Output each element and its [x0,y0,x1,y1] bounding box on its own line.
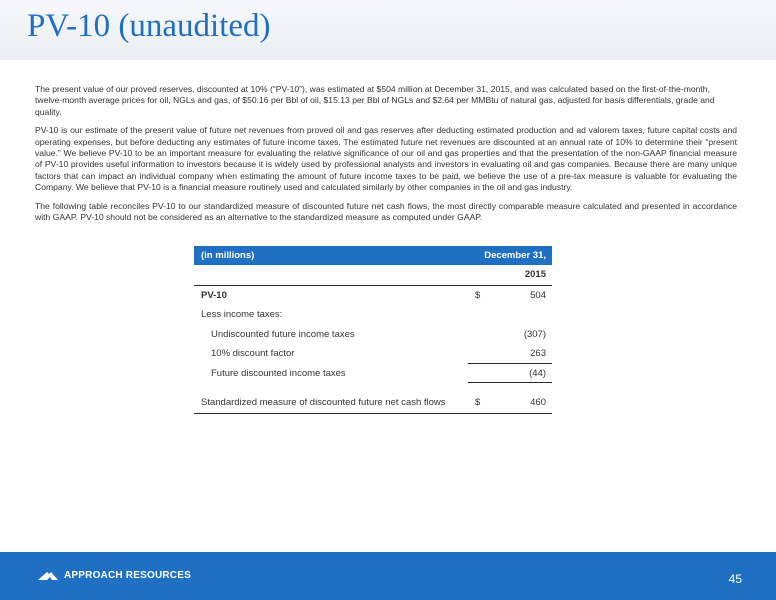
paragraph-pv10-estimate: The present value of our proved reserves, discounted at 10% (“PV-10”), was estimated at $504 million at December 31, 2015, and was calculated based on the first-of-the-month, twelve-month average prices for oil, NGLs and gas, of $50.16 per Bbl of oil, $15.13 per Bbl of NGLs and $2.64 per MMBtu of natural gas, adjusted for basis differentials, grade and quality. [35,84,715,117]
currency-symbol: $ [475,289,481,301]
table-header-units: (in millions) [201,250,255,261]
pv10-reconciliation-table [194,246,552,414]
mountain-logo-icon [38,571,58,580]
table-row-total [194,393,552,414]
page-number: 45 [728,572,742,586]
row-label: Standardized measure of discounted future net cash flows [201,397,446,409]
slide-footer [0,552,776,600]
table-row [194,325,552,345]
table-spacer [194,383,552,393]
company-name: APPROACH RESOURCES [64,570,191,581]
company-logo [38,570,191,581]
row-value: (307) [523,328,546,340]
year-label: 2015 [524,269,546,281]
page-title: PV-10 (unaudited) [27,8,271,44]
row-label: Undiscounted future income taxes [211,328,355,340]
row-value: 460 [530,397,546,409]
table-row [194,364,552,384]
table-header-date: December 31, [484,250,546,261]
paragraph-pv10-definition: PV-10 is our estimate of the present value of future net revenues from proved oil and gas reserves after deducting estimated production and ad valorem taxes, future capital costs and operating expenses, but before deducting any estimates of future income taxes. The estimated future net revenues are discounted at an annual rate of 10% to determine their “present value.” We believe PV-10 to be an important measure for evaluating the relative significance of our oil and gas properties and that the presentation of the non-GAAP financial measure of PV-10 provides useful information to investors because it is widely used by professional analysts and investors in evaluating oil and gas companies. Because there are many unique factors that can impact an individual company when estimating the amount of future income taxes to be paid, we believe the use of a pre-tax measure is valuable for evaluating the Company. We believe that PV-10 is a financial measure routinely used and calculated similarly by other companies in the oil and gas industry. [35,125,737,193]
row-value: (44) [529,367,546,379]
table-row [194,344,552,364]
row-label: PV-10 [201,289,227,301]
paragraph-reconciliation: The following table reconciles PV-10 to our standardized measure of discounted future net cash flows, the most directly comparable measure calculated and presented in accordance with GAAP. PV-10 should not be considered as an alternative to the standardized measure as computed under GAAP. [35,200,737,223]
row-label: Future discounted income taxes [211,367,346,379]
row-label: 10% discount factor [211,348,295,360]
subtotal-rule [468,382,552,383]
table-row [194,305,552,325]
slide-header [0,0,776,60]
body-text [35,84,737,230]
table-header [194,246,552,265]
row-value: 263 [530,348,546,360]
row-value: 504 [530,289,546,301]
currency-symbol: $ [475,397,481,409]
table-row [194,286,552,306]
row-label: Less income taxes: [201,309,283,321]
table-row-year [194,265,552,286]
